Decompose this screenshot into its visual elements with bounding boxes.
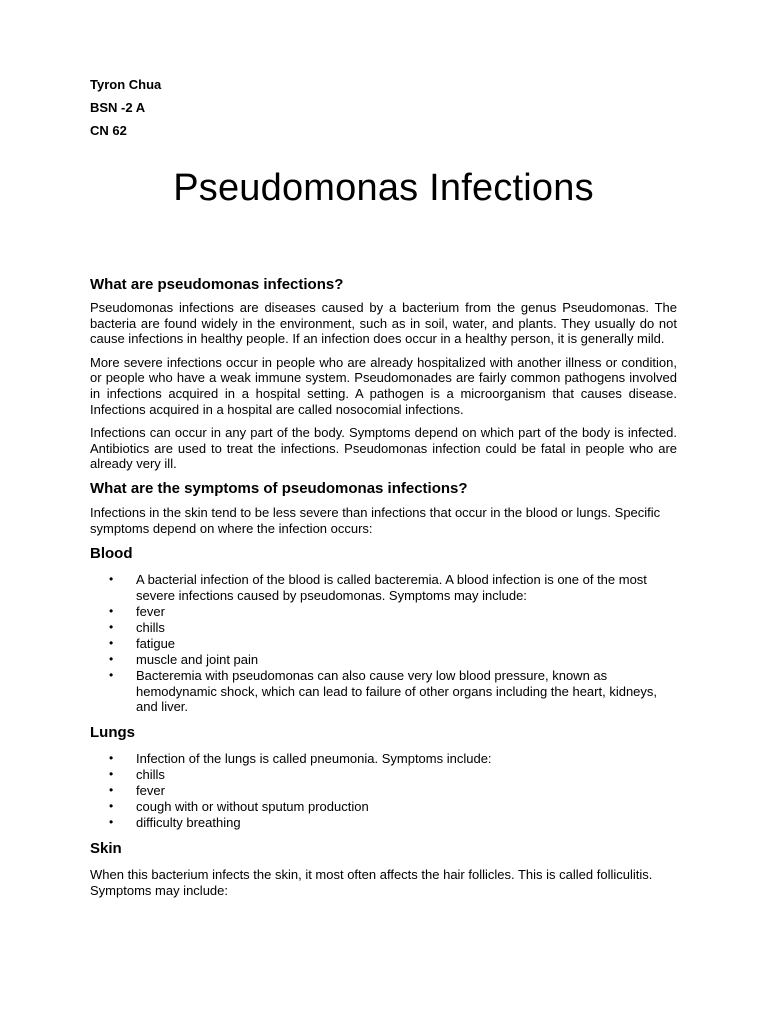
blood-symptom-list bbox=[90, 572, 677, 715]
list-item: • A bacterial infection of the blood is called bacteremia. A blood infection is one of the most severe infections caused by pseudomonas. Symptoms may include: bbox=[109, 572, 647, 603]
bullet-icon: • bbox=[109, 619, 114, 634]
list-item: • Infection of the lungs is called pneumonia. Symptoms include: bbox=[109, 750, 492, 766]
bullet-icon: • bbox=[109, 636, 114, 650]
list-item: • cough with or without sputum production bbox=[109, 799, 369, 815]
bullet-icon: • bbox=[109, 750, 114, 765]
bullet-icon: • bbox=[109, 767, 114, 782]
list-item: • fatigue bbox=[109, 636, 176, 651]
document-page bbox=[90, 77, 677, 906]
list-item: • muscle and joint pain bbox=[109, 652, 259, 668]
bullet-icon: • bbox=[109, 603, 114, 618]
bullet-icon: • bbox=[109, 572, 114, 587]
paragraph-body-parts: Infections can occur in any part of the body. Symptoms depend on which part of the body is infected. Antibiotics are used to treat the infections. Pseudomonas infection could be fatal in people who are already very ill. bbox=[90, 425, 677, 472]
heading-lungs: Lungs bbox=[90, 723, 135, 741]
paragraph-definition: Pseudomonas infections are diseases caused by a bacterium from the genus Pseudomonas. The bacteria are found widely in the environment, such as in soil, water, and plants. They usually do not cause infections in healthy people. If an infection does occur in a healthy person, it is generally mild. bbox=[90, 300, 677, 347]
heading-what-are-infections: What are pseudomonas infections? bbox=[90, 276, 344, 293]
bullet-icon: • bbox=[109, 668, 114, 683]
bullet-icon: • bbox=[109, 799, 114, 814]
bullet-icon: • bbox=[109, 783, 114, 798]
bullet-icon: • bbox=[109, 815, 114, 830]
paragraph-skin-intro: When this bacterium infects the skin, it most often affects the hair follicles. This is called folliculitis. Symptoms may include: bbox=[90, 866, 653, 898]
heading-symptoms: What are the symptoms of pseudomonas infections? bbox=[90, 479, 468, 497]
heading-skin: Skin bbox=[90, 839, 122, 857]
section-label: BSN -2 A bbox=[90, 100, 146, 115]
document-title: Pseudomonas Infections bbox=[173, 167, 594, 209]
bullet-icon: • bbox=[109, 652, 114, 667]
list-item: • fever bbox=[109, 783, 165, 799]
author-name: Tyron Chua bbox=[90, 77, 162, 92]
list-item: • chills bbox=[109, 767, 165, 783]
list-item: • fever bbox=[109, 603, 165, 619]
heading-blood: Blood bbox=[90, 545, 133, 563]
paragraph-symptoms-intro: Infections in the skin tend to be less severe than infections that occur in the blood or lungs. Specific symptoms depend on where the infection occurs: bbox=[90, 504, 661, 536]
lungs-symptom-list bbox=[90, 751, 677, 831]
list-item: • Bacteremia with pseudomonas can also cause very low blood pressure, known as hemodynamic shock, which can lead to failure of other organs including the heart, kidneys, and liver. bbox=[109, 668, 658, 715]
class-number: CN 62 bbox=[90, 123, 127, 138]
list-item: • difficulty breathing bbox=[109, 815, 241, 831]
list-item: • chills bbox=[109, 619, 165, 635]
paragraph-severe-infections: More severe infections occur in people who are already hospitalized with another illness or condition, or people who have a weak immune system. Pseudomonades are fairly common pathogens involved in infections acquired in a hospital setting. A pathogen is a microorganism that causes disease. Infections acquired in a hospital are called nosocomial infections. bbox=[90, 354, 677, 417]
